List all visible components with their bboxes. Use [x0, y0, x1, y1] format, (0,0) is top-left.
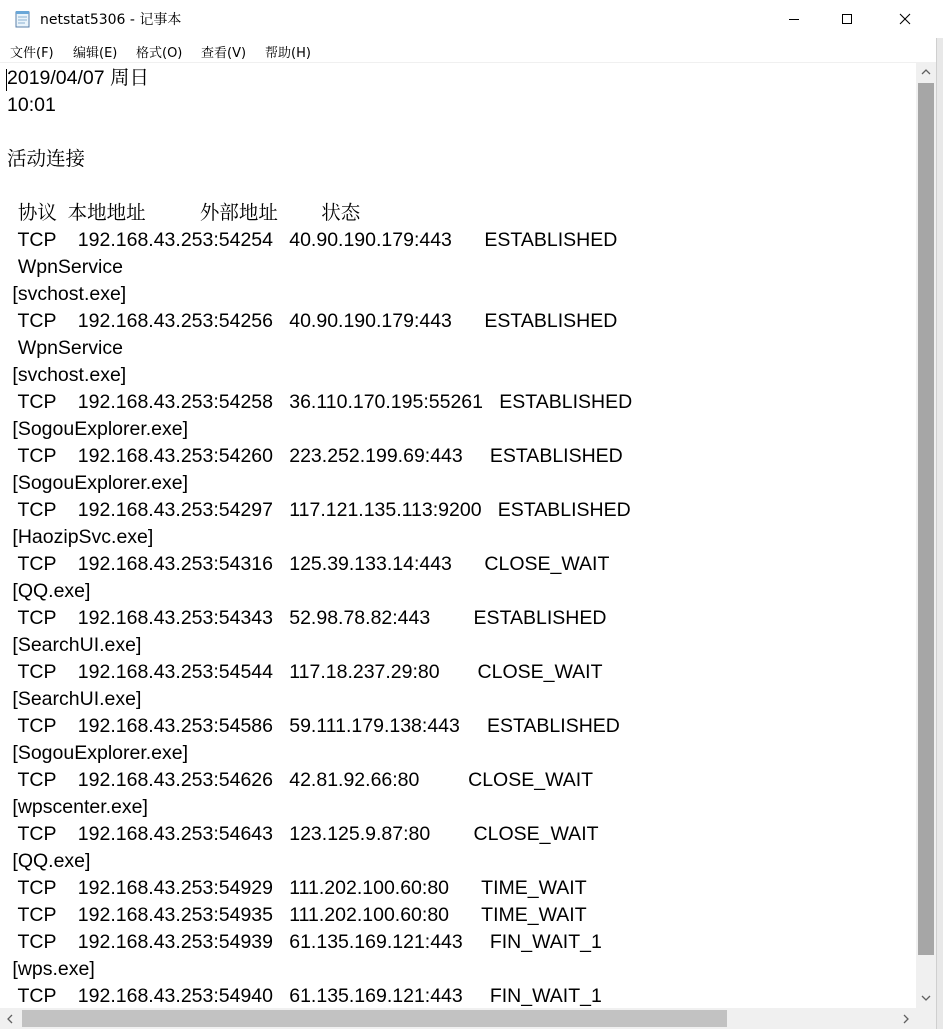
maximize-icon — [841, 13, 853, 25]
document-line: TCP 192.168.43.253:54256 40.90.190.179:443 ESTABLISHED — [7, 310, 618, 332]
document-line: WpnService — [7, 337, 123, 359]
document-line: [svchost.exe] — [7, 364, 127, 386]
vertical-scroll-thumb[interactable] — [918, 83, 934, 955]
document-line: TCP 192.168.43.253:54544 117.18.237.29:80 CLOSE_WAIT — [7, 661, 603, 683]
maximize-button[interactable] — [818, 0, 876, 38]
vertical-scrollbar[interactable] — [916, 62, 936, 1008]
document-line: TCP 192.168.43.253:54316 125.39.133.14:443 CLOSE_WAIT — [7, 553, 610, 575]
text-editor[interactable] — [0, 62, 916, 1009]
chevron-up-icon — [921, 69, 931, 75]
title-bar[interactable] — [0, 0, 943, 38]
document-line: [wps.exe] — [7, 958, 95, 980]
document-line: [SogouExplorer.exe] — [7, 742, 189, 764]
document-line: TCP 192.168.43.253:54935 111.202.100.60:80 TIME_WAIT — [7, 904, 587, 926]
minimize-icon — [788, 13, 800, 25]
horizontal-scrollbar[interactable] — [0, 1008, 916, 1029]
scroll-down-button[interactable] — [916, 988, 936, 1008]
document-line: TCP 192.168.43.253:54260 223.252.199.69:443 ESTABLISHED — [7, 445, 623, 467]
document-line: [SearchUI.exe] — [7, 634, 142, 656]
document-line: 协议 本地地址 外部地址 状态 — [7, 202, 361, 224]
scroll-up-button[interactable] — [916, 62, 936, 82]
document-line: 活动连接 — [7, 148, 86, 170]
menu-view[interactable]: 查看(V) — [201, 46, 247, 61]
document-line: 2019/04/07 周日 — [7, 67, 150, 89]
minimize-button[interactable] — [765, 0, 823, 38]
document-line: TCP 192.168.43.253:54940 61.135.169.121:443 FIN_WAIT_1 — [7, 985, 602, 1007]
document-line: TCP 192.168.43.253:54643 123.125.9.87:80 CLOSE_WAIT — [7, 823, 599, 845]
document-line: TCP 192.168.43.253:54929 111.202.100.60:80 TIME_WAIT — [7, 877, 587, 899]
notepad-icon — [15, 10, 31, 28]
document-line: WpnService — [7, 256, 123, 278]
document-line: 10:01 — [7, 94, 56, 116]
horizontal-scroll-thumb[interactable] — [22, 1010, 727, 1027]
document-line: TCP 192.168.43.253:54626 42.81.92.66:80 CLOSE_WAIT — [7, 769, 594, 791]
document-line: [QQ.exe] — [7, 580, 91, 602]
document-line — [7, 119, 632, 146]
document-text[interactable] — [7, 65, 632, 1009]
document-line: TCP 192.168.43.253:54586 59.111.179.138:443 ESTABLISHED — [7, 715, 620, 737]
window-title: netstat5306 - 记事本 — [40, 12, 182, 28]
close-icon — [899, 13, 911, 25]
menu-file[interactable]: 文件(F) — [10, 46, 54, 61]
document-line: [SogouExplorer.exe] — [7, 472, 189, 494]
document-line: [wpscenter.exe] — [7, 796, 148, 818]
chevron-right-icon — [903, 1014, 909, 1024]
menu-format[interactable]: 格式(O) — [136, 46, 183, 61]
close-button[interactable] — [876, 0, 934, 38]
menu-help[interactable]: 帮助(H) — [265, 46, 311, 61]
scroll-left-button[interactable] — [0, 1008, 20, 1029]
document-line: TCP 192.168.43.253:54297 117.121.135.113:9200 ESTABLISHED — [7, 499, 631, 521]
document-line: TCP 192.168.43.253:54258 36.110.170.195:55261 ESTABLISHED — [7, 391, 633, 413]
document-line: [HaozipSvc.exe] — [7, 526, 154, 548]
document-line: TCP 192.168.43.253:54939 61.135.169.121:443 FIN_WAIT_1 — [7, 931, 602, 953]
menu-edit[interactable]: 编辑(E) — [73, 46, 118, 61]
document-line: [svchost.exe] — [7, 283, 127, 305]
chevron-down-icon — [921, 995, 931, 1001]
document-line — [7, 173, 632, 200]
menu-bar — [0, 38, 943, 62]
document-line: [SogouExplorer.exe] — [7, 418, 189, 440]
document-line: [SearchUI.exe] — [7, 688, 142, 710]
scroll-right-button[interactable] — [896, 1008, 916, 1029]
document-line: TCP 192.168.43.253:54343 52.98.78.82:443 ESTABLISHED — [7, 607, 607, 629]
chevron-left-icon — [7, 1014, 13, 1024]
document-line: TCP 192.168.43.253:54254 40.90.190.179:443 ESTABLISHED — [7, 229, 618, 251]
background-window-edge — [936, 38, 943, 1029]
document-line: [QQ.exe] — [7, 850, 91, 872]
scrollbar-corner — [916, 1008, 936, 1029]
